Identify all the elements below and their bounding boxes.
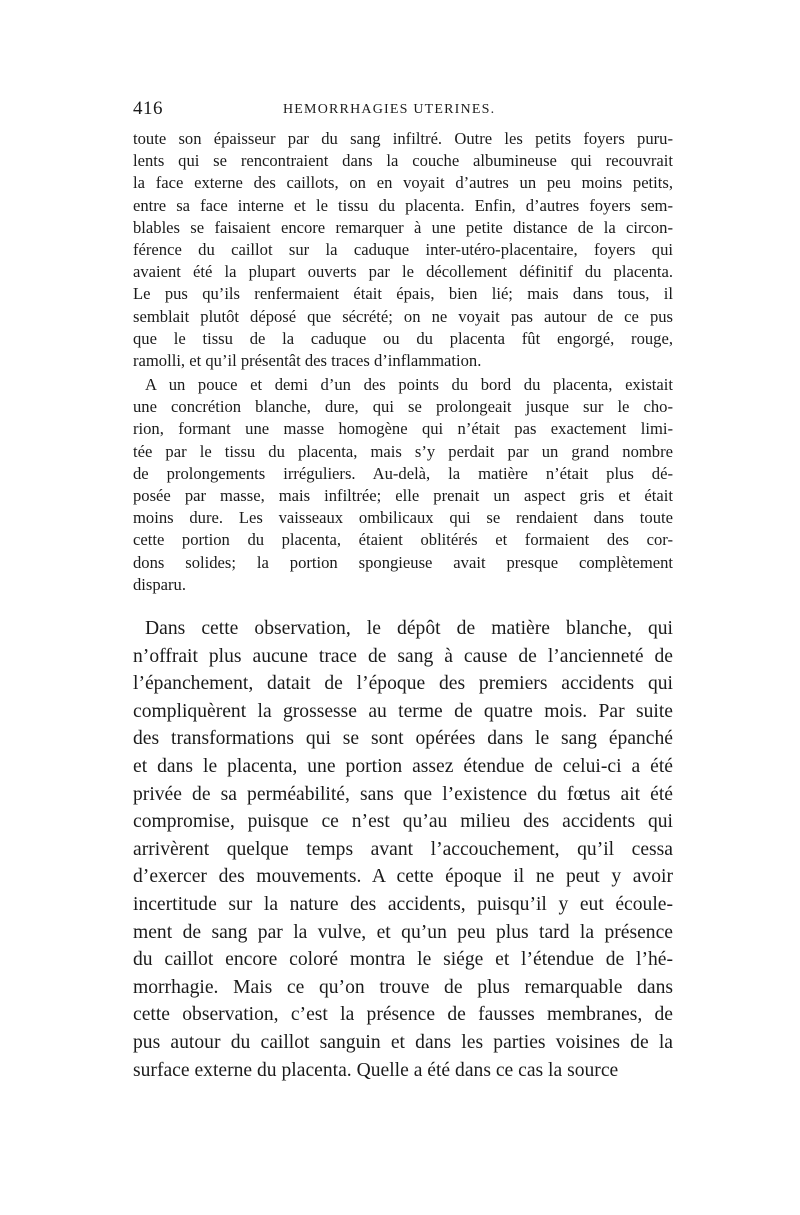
text-line: surface externe du placenta. Quelle a été dans ce cas la source (133, 1059, 619, 1081)
text-line: morrhagie. Mais ce qu’on trouve de plus remarquable dans (133, 976, 673, 998)
text-line: compromise, puisque ce n’est qu’au milieu des accidents qui (133, 811, 673, 833)
text-line: posée par masse, mais infiltrée; elle prenait un aspect gris et était (133, 486, 673, 506)
text-line: tée par le tissu du placenta, mais s’y perdait par un grand nombre (133, 441, 673, 461)
text-line: d’exercer des mouvements. A cette époque il ne peut y avoir (133, 866, 673, 888)
text-line: entre sa face interne et le tissu du placenta. Enfin, d’autres foyers sem- (133, 195, 673, 215)
text-line: arrivèrent quelque temps avant l’accouchement, qu’il cessa (133, 838, 673, 860)
paragraph-concretion (133, 374, 673, 596)
text-line: Dans cette observation, le dépôt de matière blanche, qui (145, 618, 673, 639)
text-line: lents qui se rencontraient dans la couche albumineuse qui recouvrait (133, 151, 673, 171)
text-line: A un pouce et demi d’un des points du bord du placenta, existait (145, 375, 673, 394)
text-line: ramolli, et qu’il présentât des traces d’inflammation. (133, 351, 482, 371)
text-line: dons solides; la portion spongieuse avait presque complètement (133, 552, 673, 572)
text-line: n’offrait plus aucune trace de sang à cause de l’ancienneté de (133, 645, 673, 667)
text-line: cette observation, c’est la présence de fausses membranes, de (133, 1004, 673, 1026)
text-line: Le pus qu’ils renfermaient était épais, bien lié; mais dans tous, il (133, 284, 673, 304)
text-line: férence du caillot sur la caduque inter-utéro-placentaire, foyers qui (133, 240, 673, 260)
text-line: privée de sa perméabilité, sans que l’existence du fœtus ait été (133, 783, 673, 805)
text-line: la face externe des caillots, on en voyait d’autres un peu moins petits, (133, 173, 673, 193)
text-line: des transformations qui se sont opérées dans le sang épanché (133, 728, 673, 750)
paragraph-continuation (133, 128, 673, 372)
text-line: avaient été la plupart ouverts par le décollement définitif du placenta. (133, 262, 673, 282)
text-line: toute son épaisseur par du sang infiltré. Outre les petits foyers puru- (133, 129, 673, 148)
text-line: ment de sang par la vulve, et qu’un peu plus tard la présence (133, 921, 673, 943)
text-line: l’épanchement, datait de l’époque des premiers accidents qui (133, 673, 673, 695)
running-head (133, 98, 673, 122)
text-line: une concrétion blanche, dure, qui se prolongeait jusque sur le cho- (133, 397, 673, 417)
text-line: incertitude sur la nature des accidents, puisqu’il y eut écoule- (133, 893, 673, 915)
text-line: rion, formant une masse homogène qui n’était pas exactement limi- (133, 419, 673, 439)
running-title: HEMORRHAGIES UTERINES. (283, 102, 496, 117)
paragraph-observation (133, 615, 673, 1084)
text-line: du caillot encore coloré montra le siége et l’étendue de l’hé- (133, 949, 673, 971)
text-line: disparu. (133, 574, 186, 594)
text-line: semblait plutôt déposé que sécrété; on ne voyait pas autour de ce pus (133, 306, 673, 326)
text-line: de prolongements irréguliers. Au-delà, la matière n’était plus dé- (133, 463, 673, 483)
text-line: moins dure. Les vaisseaux ombilicaux qui se rendaient dans toute (133, 508, 673, 528)
text-line: que le tissu de la caduque ou du placenta fût engorgé, rouge, (133, 328, 673, 348)
text-line: et dans le placenta, une portion assez étendue de celui-ci a été (133, 755, 673, 777)
text-line: compliquèrent la grossesse au terme de quatre mois. Par suite (133, 700, 673, 722)
text-line: cette portion du placenta, étaient oblitérés et formaient des cor- (133, 530, 673, 550)
text-line: pus autour du caillot sanguin et dans les parties voisines de la (133, 1031, 673, 1053)
page-number: 416 (133, 98, 163, 119)
text-line: blables se faisaient encore remarquer à une petite distance de la circon- (133, 217, 673, 237)
